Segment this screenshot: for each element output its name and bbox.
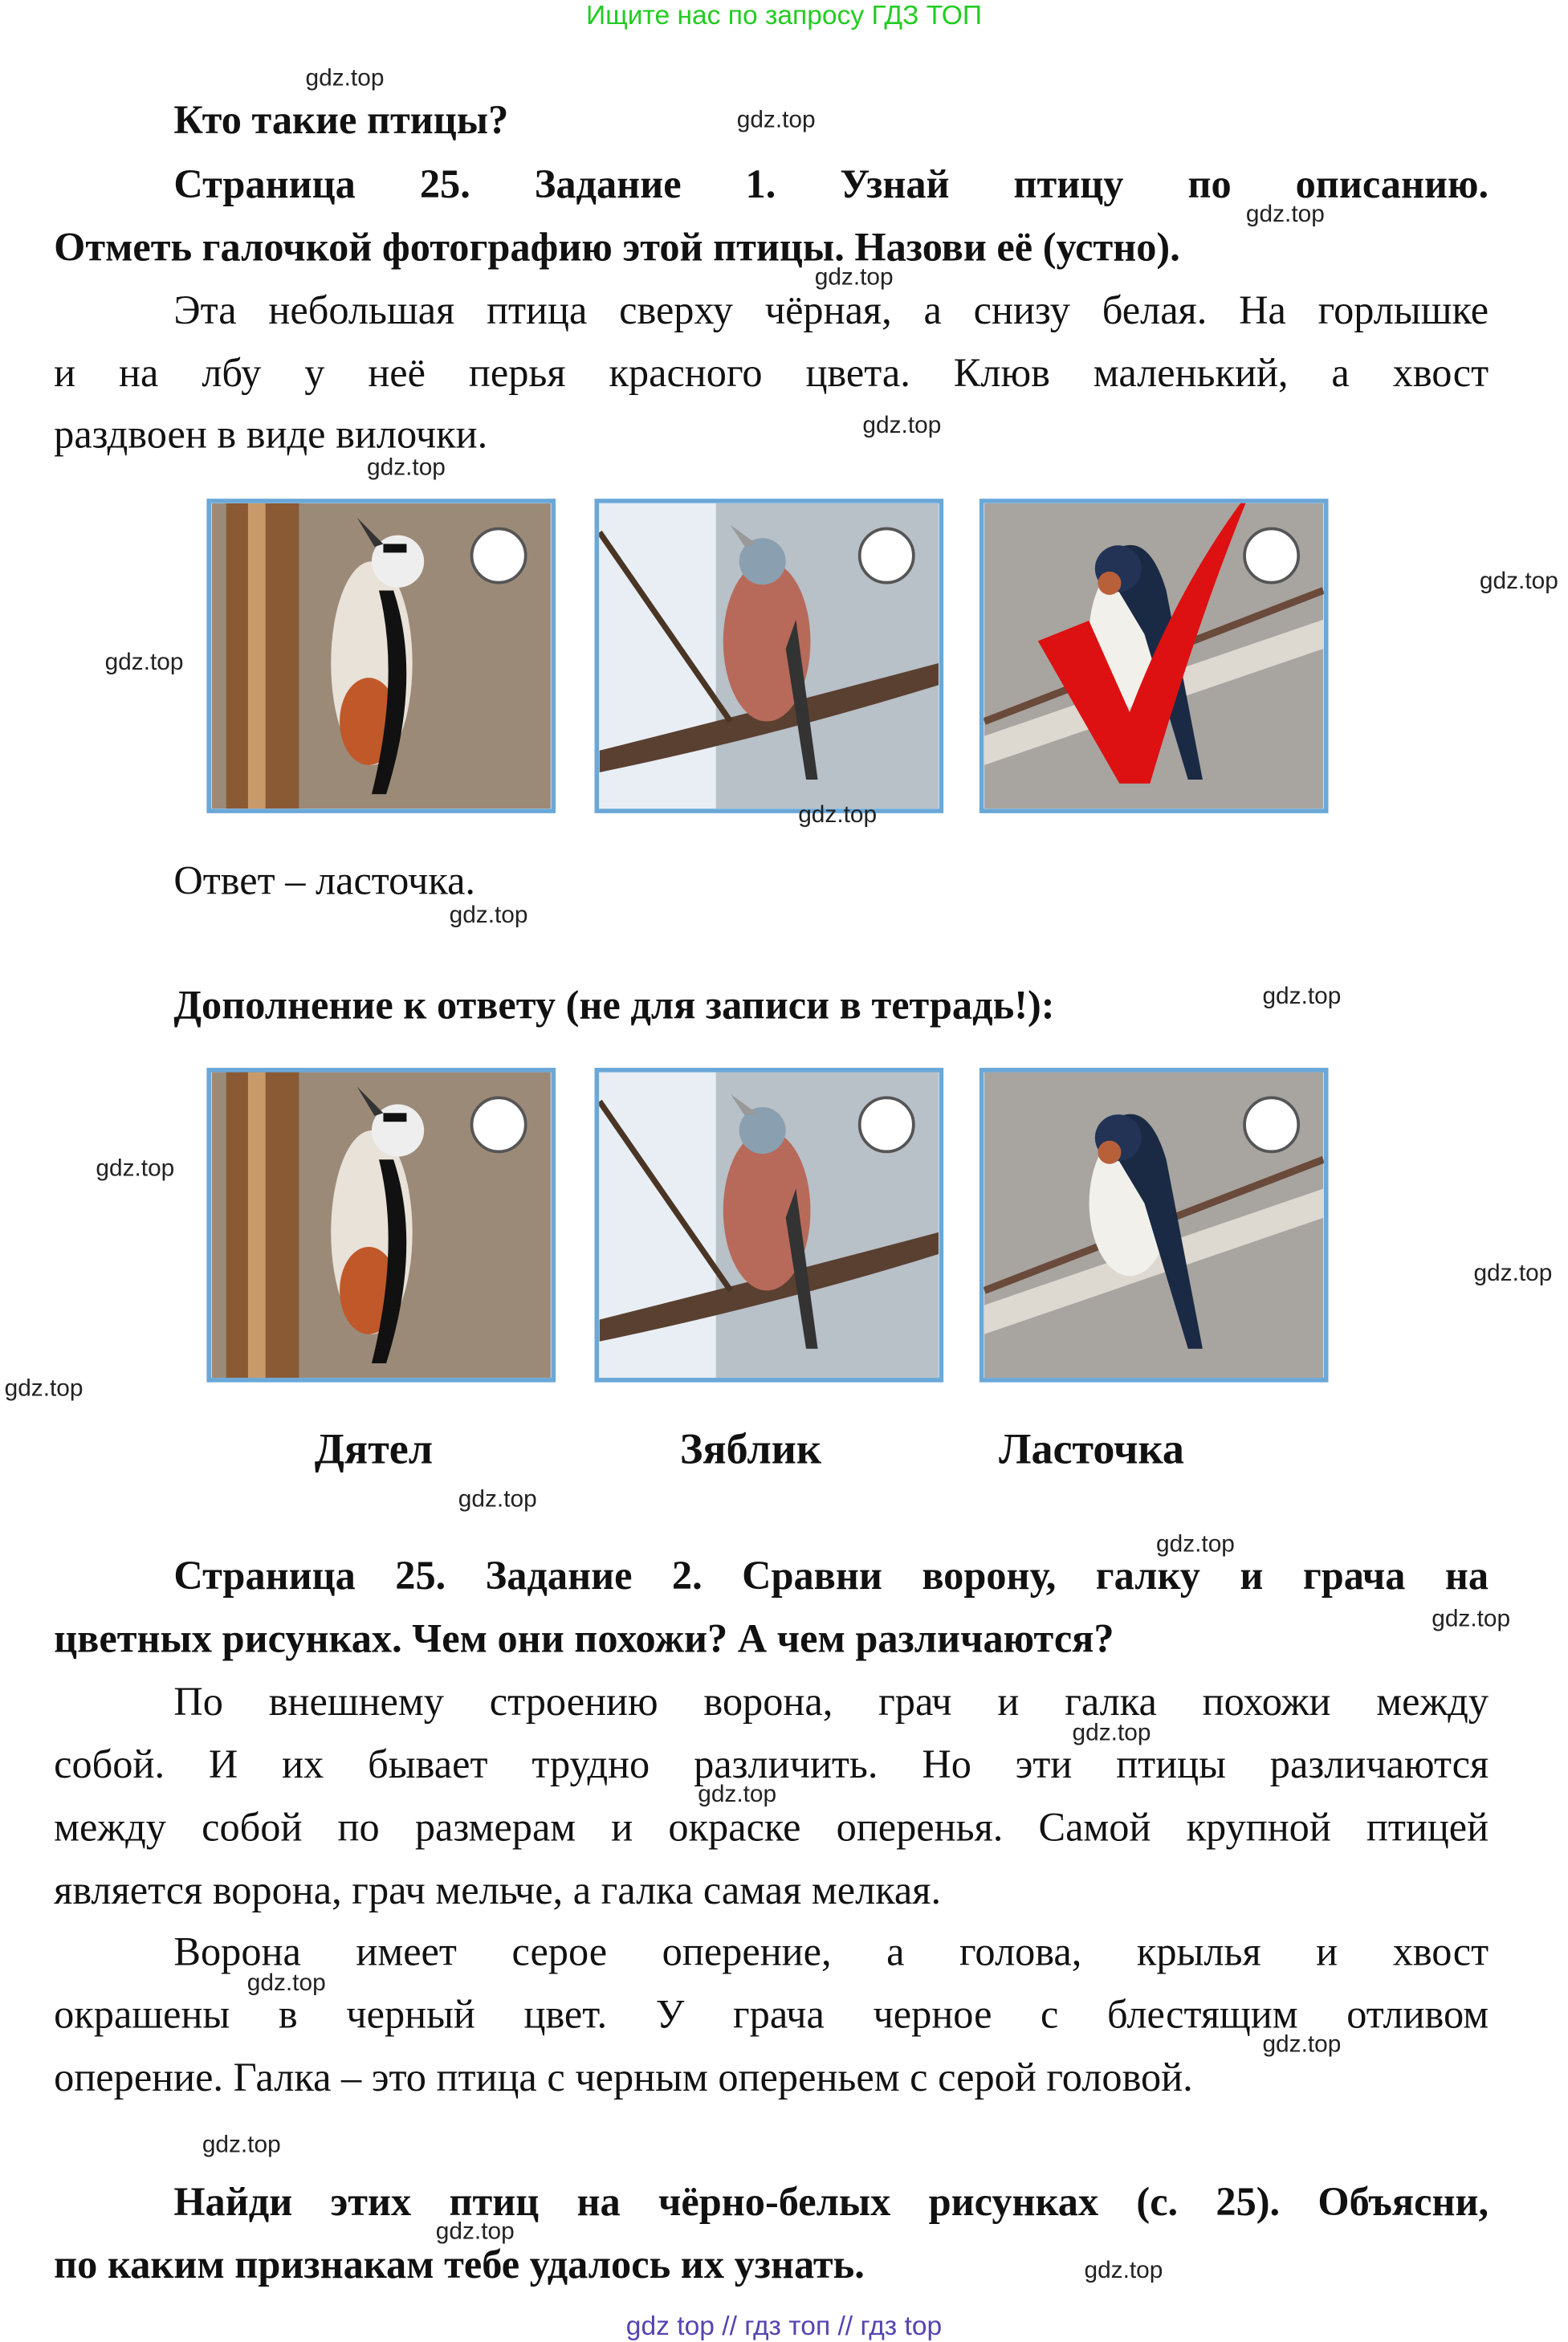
- task2-heading: Страница 25. Задание 2. Сравни ворону, галку и грача на: [173, 1553, 1489, 1599]
- select-circle: [858, 1096, 915, 1153]
- watermark: gdz.top: [862, 413, 942, 439]
- watermark: gdz.top: [449, 902, 528, 929]
- watermark: gdz.top: [104, 650, 184, 676]
- watermark: gdz.top: [305, 66, 385, 92]
- task1-text: раздвоен в виде вилочки.: [54, 411, 488, 457]
- answer-text: Ответ – ласточка.: [173, 857, 476, 903]
- task2-find-heading: по каким признакам тебе удалось их узнать.: [54, 2242, 865, 2287]
- watermark: gdz.top: [698, 1782, 777, 1808]
- swallow-photo[interactable]: [979, 499, 1329, 813]
- select-circle: [1243, 1096, 1300, 1153]
- watermark: gdz.top: [1072, 1721, 1151, 1746]
- footer-links[interactable]: gdz top // гдз топ // гдз top: [625, 2311, 943, 2341]
- watermark: gdz.top: [1473, 1261, 1553, 1287]
- chaffinch-photo: [595, 1068, 944, 1383]
- watermark: gdz.top: [366, 455, 446, 481]
- task2-text: По внешнему строению ворона, грач и галка похожи между: [173, 1679, 1489, 1724]
- page-title: Кто такие птицы?: [173, 97, 509, 143]
- watermark: gdz.top: [1156, 1532, 1235, 1558]
- watermark: gdz.top: [798, 802, 878, 829]
- watermark: gdz.top: [1479, 568, 1558, 595]
- watermark: gdz.top: [1432, 1607, 1511, 1633]
- watermark: gdz.top: [1262, 984, 1342, 1010]
- select-circle: [470, 1096, 527, 1153]
- woodpecker-photo[interactable]: [206, 499, 556, 813]
- task2-text: оперение. Галка – это птица с черным опереньем с серой головой.: [54, 2055, 1193, 2100]
- task1-text: Эта небольшая птица сверху чёрная, а снизу белая. На горлышке: [173, 287, 1489, 333]
- label-swallow: Ласточка: [999, 1425, 1184, 1474]
- task1-text: и на лбу у неё перья красного цвета. Клюв маленький, а хвост: [54, 350, 1489, 396]
- watermark: gdz.top: [1245, 202, 1325, 228]
- select-circle[interactable]: [470, 527, 527, 584]
- label-chaffinch: Зяблик: [679, 1425, 822, 1474]
- watermark: gdz.top: [814, 265, 894, 291]
- task2-text: является ворона, грач мельче, а галка самая мелкая.: [54, 1867, 942, 1912]
- watermark: gdz.top: [202, 2132, 281, 2158]
- watermark: gdz.top: [96, 1156, 175, 1182]
- select-circle[interactable]: [858, 527, 915, 584]
- label-woodpecker: Дятел: [314, 1425, 434, 1474]
- chaffinch-photo[interactable]: [595, 499, 944, 813]
- task2-find-heading: Найди этих птиц на чёрно-белых рисунках (с. 25). Объясни,: [173, 2179, 1489, 2224]
- addition-heading: Дополнение к ответу (не для записи в тетрадь!):: [173, 982, 1055, 1028]
- swallow-photo: [979, 1068, 1329, 1383]
- woodpecker-photo: [206, 1068, 556, 1383]
- task1-heading: Страница 25. Задание 1. Узнай птицу по описанию.: [173, 161, 1489, 207]
- task2-text: собой. И их бывает трудно различить. Но эти птицы различаются: [54, 1741, 1489, 1787]
- watermark: gdz.top: [246, 1970, 326, 1997]
- task2-text: между собой по размерам и окраске оперенья. Самой крупной птицей: [54, 1804, 1489, 1850]
- red-checkmark-icon: [979, 499, 1315, 793]
- task2-text: окрашены в черный цвет. У грача черное с блестящим отливом: [54, 1991, 1489, 2037]
- task2-text: Ворона имеет серое оперение, а голова, крылья и хвост: [173, 1929, 1489, 1974]
- watermark: gdz.top: [458, 1487, 537, 1513]
- task1-heading: Отметь галочкой фотографию этой птицы. Назови её (устно).: [54, 224, 1180, 270]
- task2-heading: цветных рисунках. Чем они похожи? А чем различаются?: [54, 1615, 1114, 1661]
- watermark: gdz.top: [1084, 2258, 1163, 2284]
- watermark: gdz.top: [736, 108, 816, 134]
- watermark: gdz.top: [435, 2219, 515, 2246]
- watermark: gdz.top: [1262, 2032, 1342, 2058]
- watermark: gdz.top: [4, 1376, 83, 1402]
- promo-banner: Ищите нас по запросу ГДЗ ТОП: [585, 0, 983, 31]
